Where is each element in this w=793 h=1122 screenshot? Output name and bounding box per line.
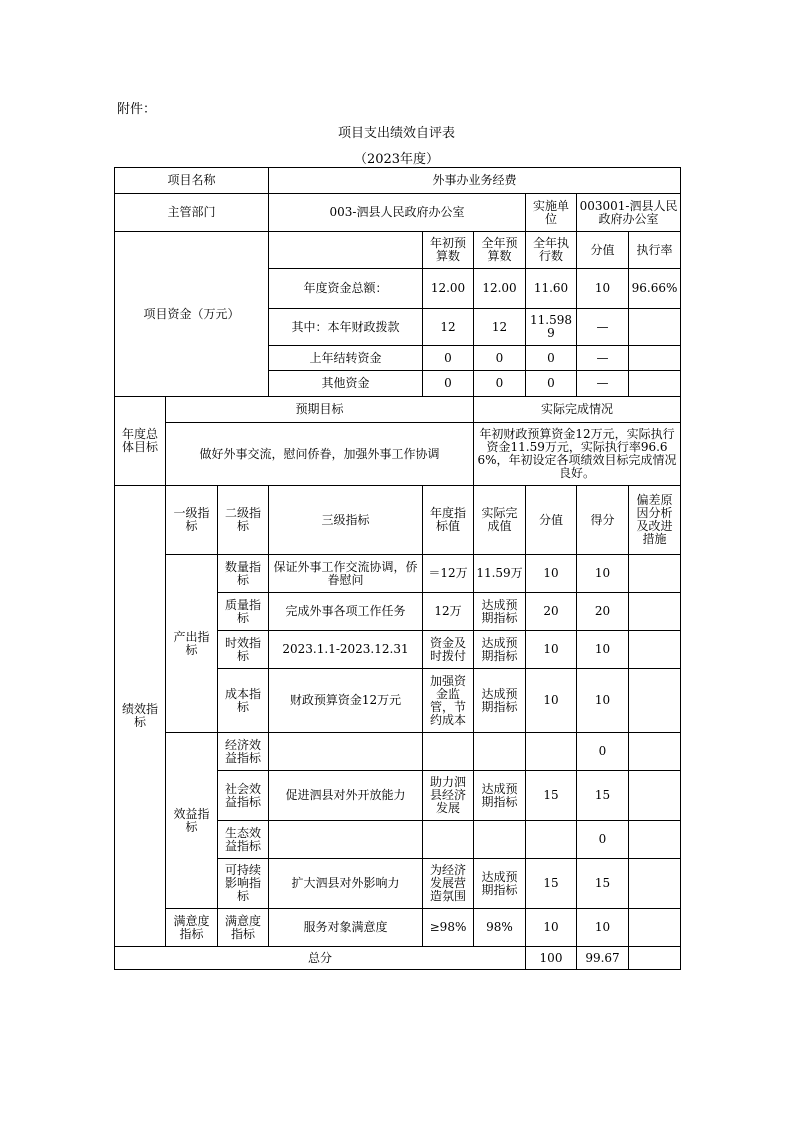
level3-indicator: 扩大泗县对外影响力 (269, 859, 423, 909)
level2-indicator: 满意度指标 (218, 909, 269, 947)
actual-value: 达成预期指标 (474, 593, 526, 631)
level3-indicator: 促进泗县对外开放能力 (269, 771, 423, 821)
indicator-score-value (526, 733, 577, 771)
funds-initial-budget: 0 (423, 371, 474, 397)
indicator-score-value: 10 (526, 555, 577, 593)
goals-header-row (115, 397, 681, 423)
indicator-header: 年度指标值 (423, 486, 474, 555)
annual-goal-label: 年度总体目标 (115, 397, 166, 486)
annual-target-value: 加强资金监管，节约成本 (423, 669, 474, 733)
funds-header: 分值 (577, 232, 629, 269)
funds-executed: 11.60 (526, 269, 577, 309)
indicator-header: 得分 (577, 486, 629, 555)
level2-indicator: 成本指标 (218, 669, 269, 733)
department-label: 主管部门 (115, 194, 269, 232)
deviation-reason (629, 733, 681, 771)
annual-target-value: 12万 (423, 593, 474, 631)
funds-score-value: — (577, 309, 629, 346)
funds-annual-budget: 0 (474, 371, 526, 397)
funds-execution-rate (629, 346, 681, 371)
actual-value: 达成预期指标 (474, 771, 526, 821)
level2-indicator: 质量指标 (218, 593, 269, 631)
deviation-reason (629, 631, 681, 669)
level1-indicator: 满意度指标 (166, 909, 218, 947)
total-blank (629, 947, 681, 970)
annual-target-value (423, 821, 474, 859)
form-year: （2023年度） (353, 152, 440, 167)
indicator-score: 0 (577, 733, 629, 771)
implementing-unit-value: 003001-泗县人民政府办公室 (577, 194, 681, 232)
total-label: 总分 (115, 947, 526, 970)
indicator-score: 15 (577, 859, 629, 909)
indicator-score-value (526, 821, 577, 859)
actual-value (474, 733, 526, 771)
project-name-value: 外事办业务经费 (269, 168, 681, 194)
indicator-score: 10 (577, 669, 629, 733)
indicator-header: 偏差原因分析及改进措施 (629, 486, 681, 555)
deviation-reason (629, 821, 681, 859)
annual-target-value: ＝12万 (423, 555, 474, 593)
actual-value: 达成预期指标 (474, 631, 526, 669)
funds-row-label: 年度资金总额： (269, 269, 423, 309)
annual-target-value (423, 733, 474, 771)
department-row (115, 194, 681, 232)
funds-row-label: 其中：本年财政拨款 (269, 309, 423, 346)
goals-content-row (115, 423, 681, 486)
indicator-row (115, 909, 681, 947)
indicator-score: 0 (577, 821, 629, 859)
indicators-header-row (115, 486, 681, 555)
indicator-score: 10 (577, 909, 629, 947)
self-evaluation-table (114, 167, 681, 970)
indicator-score-value: 15 (526, 859, 577, 909)
total-score-value: 100 (526, 947, 577, 970)
funds-execution-rate: 96.66% (629, 269, 681, 309)
deviation-reason (629, 771, 681, 821)
indicator-score: 10 (577, 631, 629, 669)
indicator-score: 10 (577, 555, 629, 593)
level2-indicator: 数量指标 (218, 555, 269, 593)
level3-indicator (269, 821, 423, 859)
department-value: 003-泗县人民政府办公室 (269, 194, 526, 232)
indicator-score-value: 10 (526, 669, 577, 733)
level2-indicator: 生态效益指标 (218, 821, 269, 859)
funds-header-row (115, 232, 681, 269)
funds-execution-rate (629, 309, 681, 346)
level3-indicator: 财政预算资金12万元 (269, 669, 423, 733)
funds-score-value: — (577, 346, 629, 371)
indicator-score-value: 10 (526, 631, 577, 669)
level3-indicator: 保证外事工作交流协调，侨眷慰问 (269, 555, 423, 593)
attachment-label: 附件： (117, 102, 157, 117)
level3-indicator: 服务对象满意度 (269, 909, 423, 947)
level1-indicator: 效益指标 (166, 733, 218, 909)
deviation-reason (629, 593, 681, 631)
funds-header: 年初预算数 (423, 232, 474, 269)
level3-indicator: 完成外事各项工作任务 (269, 593, 423, 631)
annual-target-value: 资金及时拨付 (423, 631, 474, 669)
actual-completion-header: 实际完成情况 (474, 397, 681, 423)
level2-indicator: 可持续影响指标 (218, 859, 269, 909)
actual-value: 11.59万 (474, 555, 526, 593)
actual-value: 98% (474, 909, 526, 947)
funds-row-label: 上年结转资金 (269, 346, 423, 371)
deviation-reason (629, 669, 681, 733)
total-score: 99.67 (577, 947, 629, 970)
expected-goal-header: 预期目标 (166, 397, 474, 423)
indicator-row (115, 555, 681, 593)
funds-header-blank (269, 232, 423, 269)
level2-indicator: 时效指标 (218, 631, 269, 669)
funds-row-label: 其他资金 (269, 371, 423, 397)
indicator-header: 一级指标 (166, 486, 218, 555)
project-name-row (115, 168, 681, 194)
actual-completion-text: 年初财政预算资金12万元，实际执行资金11.59万元，实际执行率96.66%，年初设定各项绩效目标完成情况良好。 (474, 423, 681, 486)
indicator-score-value: 10 (526, 909, 577, 947)
funds-initial-budget: 12 (423, 309, 474, 346)
level2-indicator: 社会效益指标 (218, 771, 269, 821)
funds-header: 全年预算数 (474, 232, 526, 269)
performance-indicators-label: 绩效指标 (115, 486, 166, 947)
funds-score-value: 10 (577, 269, 629, 309)
funds-header: 全年执行数 (526, 232, 577, 269)
actual-value: 达成预期指标 (474, 669, 526, 733)
actual-value (474, 821, 526, 859)
funds-header: 执行率 (629, 232, 681, 269)
project-name-label: 项目名称 (115, 168, 269, 194)
indicator-score: 20 (577, 593, 629, 631)
annual-target-value: 助力泗县经济发展 (423, 771, 474, 821)
funds-score-value: — (577, 371, 629, 397)
funds-label: 项目资金（万元） (115, 232, 269, 397)
total-row (115, 947, 681, 970)
form-title: 项目支出绩效自评表 (337, 126, 455, 141)
deviation-reason (629, 909, 681, 947)
annual-target-value: ≥98% (423, 909, 474, 947)
deviation-reason (629, 555, 681, 593)
funds-initial-budget: 0 (423, 346, 474, 371)
funds-annual-budget: 12.00 (474, 269, 526, 309)
funds-executed: 0 (526, 346, 577, 371)
level2-indicator: 经济效益指标 (218, 733, 269, 771)
indicator-header: 实际完成值 (474, 486, 526, 555)
deviation-reason (629, 859, 681, 909)
indicator-header: 二级指标 (218, 486, 269, 555)
funds-annual-budget: 0 (474, 346, 526, 371)
indicator-score-value: 20 (526, 593, 577, 631)
indicator-row (115, 733, 681, 771)
funds-execution-rate (629, 371, 681, 397)
indicator-header: 分值 (526, 486, 577, 555)
annual-target-value: 为经济发展营造氛围 (423, 859, 474, 909)
expected-goal-text: 做好外事交流，慰问侨眷，加强外事工作协调 (166, 423, 474, 486)
level1-indicator: 产出指标 (166, 555, 218, 733)
implementing-unit-label: 实施单位 (526, 194, 577, 232)
indicator-score-value: 15 (526, 771, 577, 821)
actual-value: 达成预期指标 (474, 859, 526, 909)
funds-annual-budget: 12 (474, 309, 526, 346)
funds-initial-budget: 12.00 (423, 269, 474, 309)
level3-indicator (269, 733, 423, 771)
level3-indicator: 2023.1.1-2023.12.31 (269, 631, 423, 669)
funds-executed: 0 (526, 371, 577, 397)
indicator-header: 三级指标 (269, 486, 423, 555)
indicator-score: 15 (577, 771, 629, 821)
funds-executed: 11.5989 (526, 309, 577, 346)
